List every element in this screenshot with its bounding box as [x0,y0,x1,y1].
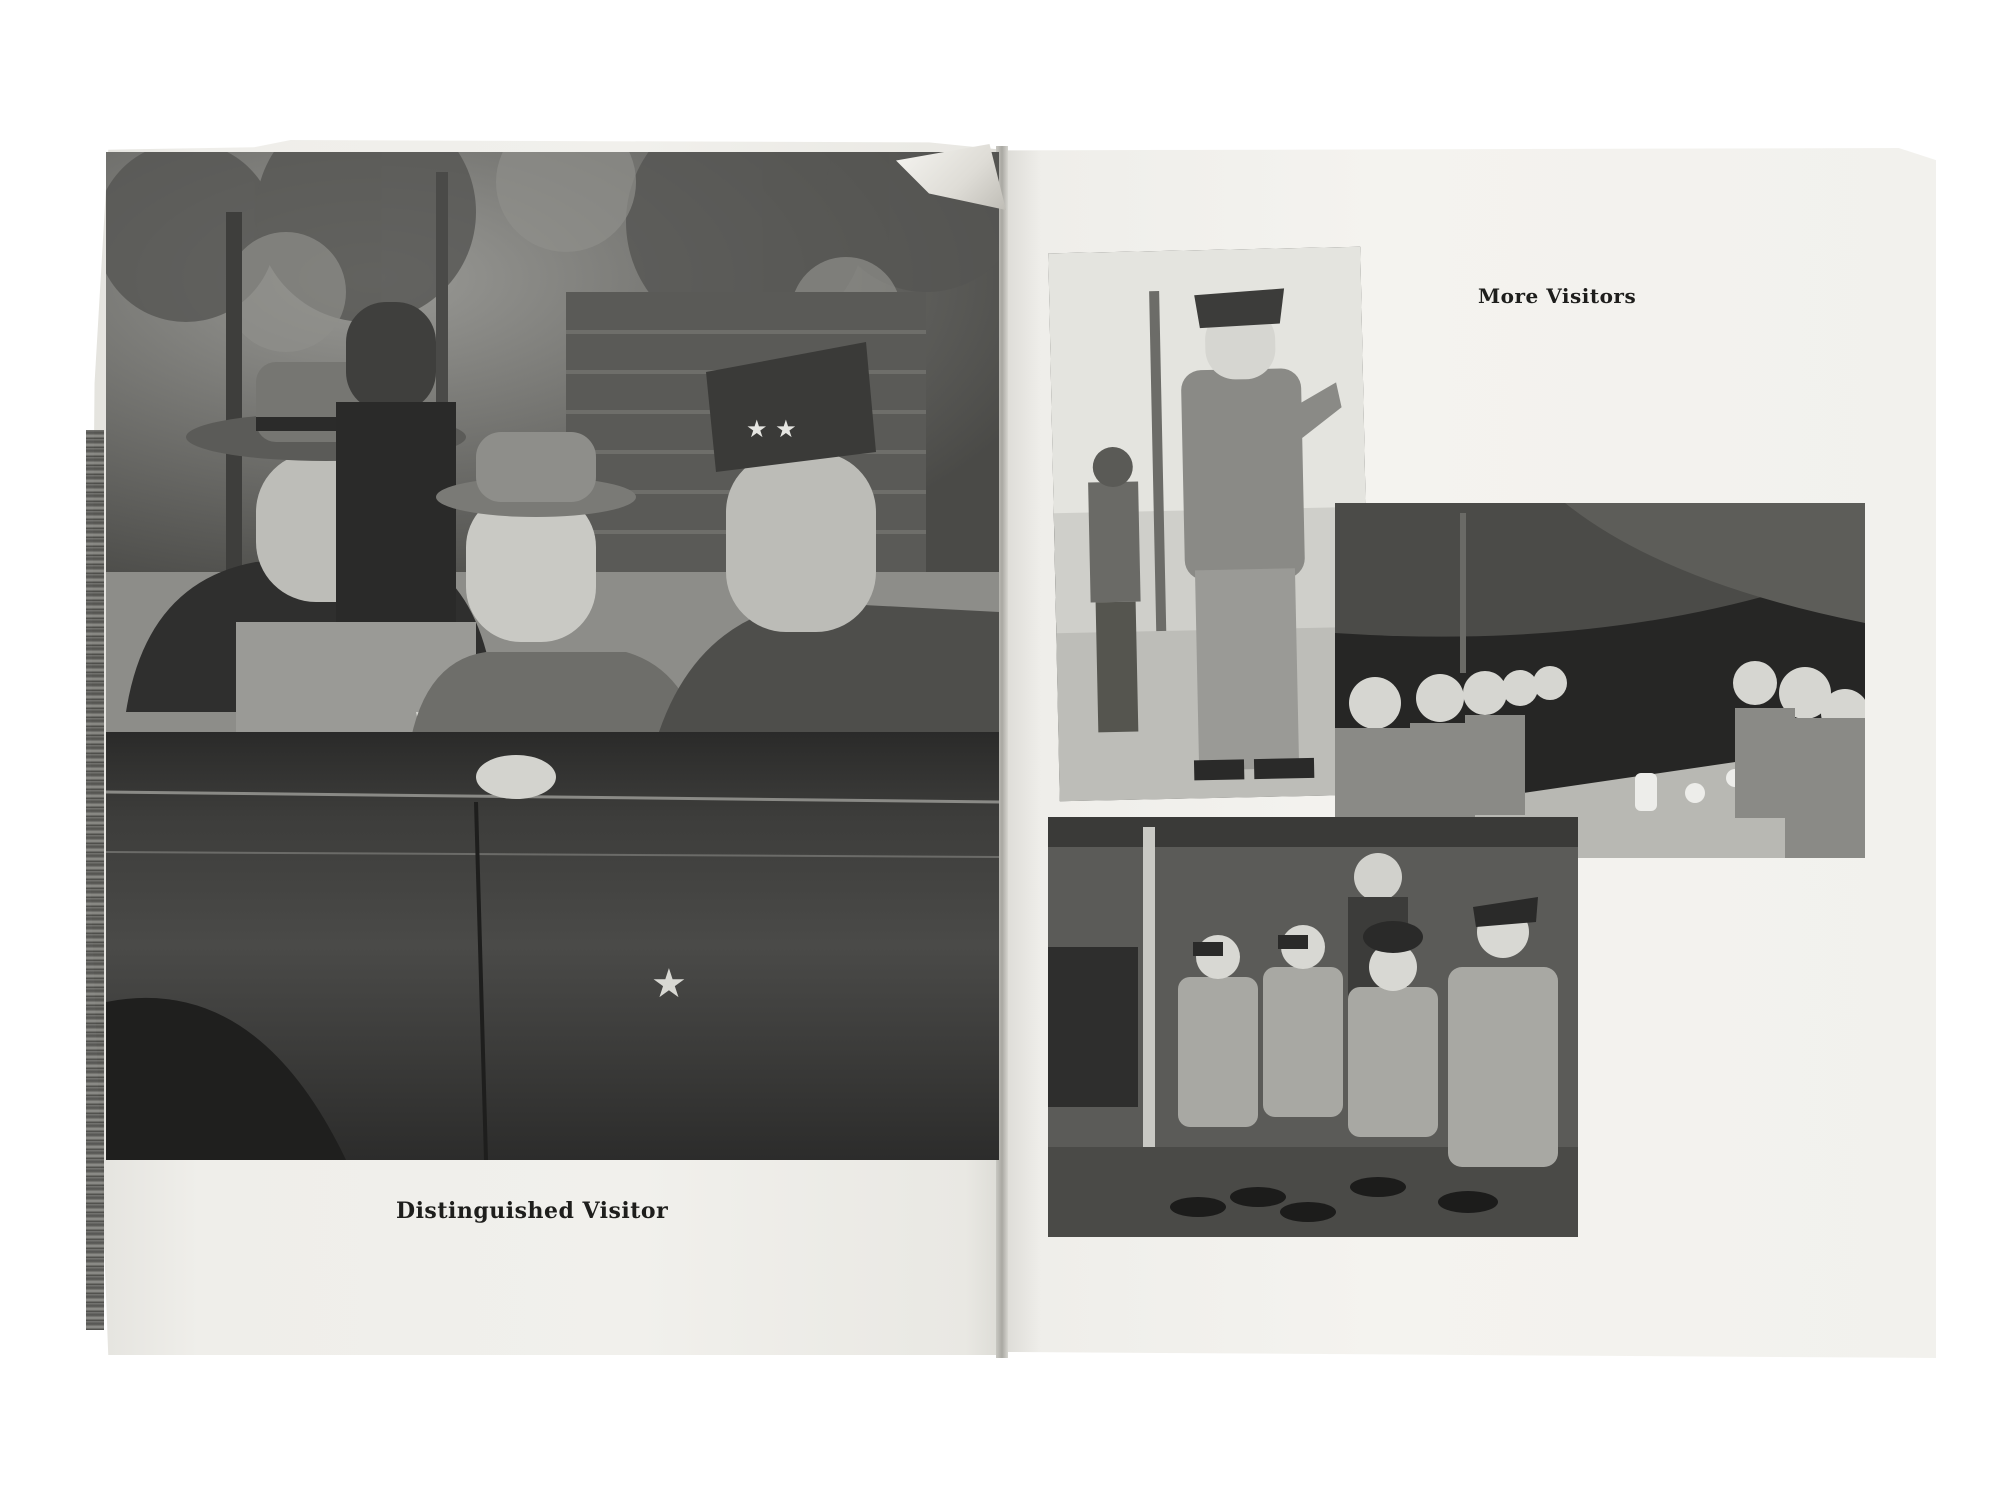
standing-officer-photo [1048,247,1371,801]
svg-text:★ ★: ★ ★ [746,415,797,443]
svg-text:★: ★ [651,961,687,1007]
right-caption: More Visitors [1478,284,1637,308]
observers-photo [1048,817,1578,1237]
tent-dinner-photo [1335,503,1865,858]
left-page-worn-edge [86,430,104,1330]
left-caption: Distinguished Visitor [396,1198,669,1224]
main-photo [106,152,999,1160]
